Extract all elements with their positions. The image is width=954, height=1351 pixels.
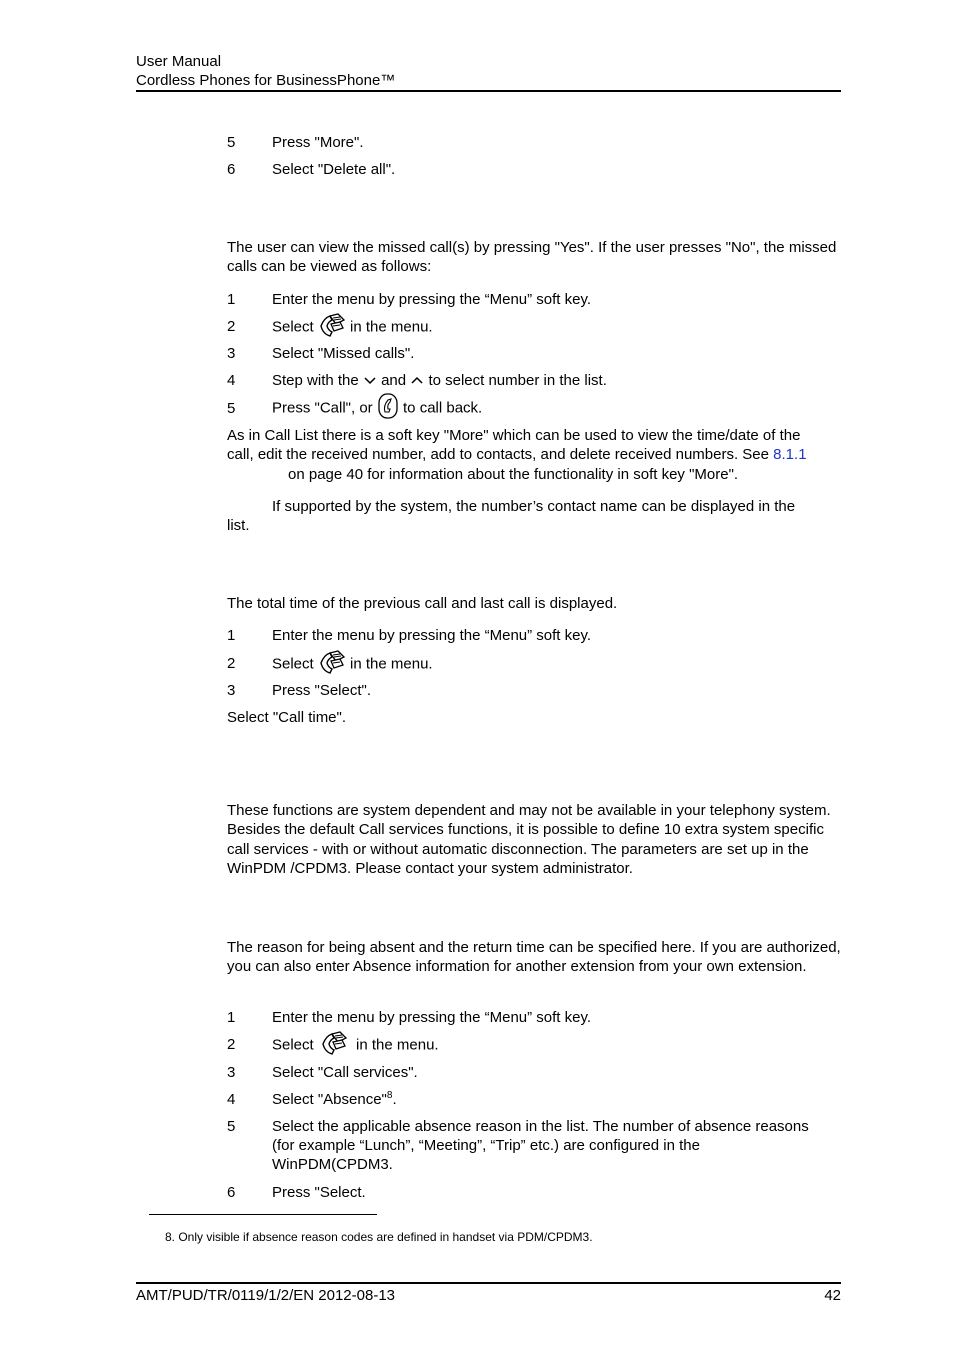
step-text: Press "Select".	[272, 682, 372, 699]
step-text-after: in the menu.	[350, 655, 433, 673]
step-text: Press "More".	[272, 134, 364, 151]
missed-para-line: As in Call List there is a soft key "More" which can be used to view the time/date of the	[227, 427, 801, 444]
step-number: 2	[227, 655, 236, 672]
calltime-intro: The total time of the previous call and last call is displayed.	[227, 595, 618, 612]
step-text	[272, 1090, 397, 1109]
step-text	[272, 649, 433, 680]
step-text-before: Select	[272, 1036, 314, 1054]
step-text-main: Select "Absence"	[272, 1091, 387, 1108]
step-text-before: Select	[272, 318, 314, 336]
call-key-icon	[377, 392, 399, 425]
step-number: 1	[227, 627, 236, 644]
step-text-before: Press "Call", or	[272, 399, 373, 417]
step-text: Select "Missed calls".	[272, 345, 415, 362]
missed-intro: The user can view the missed call(s) by pressing "Yes". If the user presses "No", the missed calls can be viewed as follows:	[227, 239, 837, 276]
footnote-rule	[149, 1214, 377, 1215]
services-para: These functions are system dependent and may not be available in your telephony system. Besides the default Call services functions, it is possible to define 10 extra system specific call services - with or without automatic disconnection. The parameters are set up in the WinPDM /CPDM3. Please contact your system administrator.	[227, 802, 831, 878]
call-list-icon	[318, 312, 346, 343]
step-text	[272, 312, 433, 343]
missed-para-line	[227, 445, 841, 464]
missed-para-line: on page 40 for information about the functionality in soft key "More".	[288, 465, 739, 483]
header-rule	[136, 90, 841, 92]
step-text-end: .	[392, 1091, 397, 1108]
step-number: 3	[227, 345, 236, 362]
step-number: 5	[227, 400, 236, 417]
step-number: 3	[227, 1064, 236, 1081]
section-link[interactable]: 8.1.1	[773, 446, 807, 464]
chevron-down-icon	[363, 372, 377, 391]
missed-para	[227, 426, 841, 484]
step-text: Enter the menu by pressing the “Menu” soft key.	[272, 291, 592, 308]
footnote-text: 8. Only visible if absence reason codes are defined in handset via PDM/CPDM3.	[165, 1230, 593, 1244]
step-number: 3	[227, 682, 236, 699]
step-text-after: to select number in the list.	[428, 372, 607, 389]
step-text: Select "Delete all".	[272, 161, 396, 178]
footnote-ref[interactable]: 8	[386, 1090, 393, 1101]
step-number: 1	[227, 1009, 236, 1026]
step-number: 6	[227, 161, 236, 178]
step-text-after: in the menu.	[356, 1036, 439, 1054]
footer-doc-id: AMT/PUD/TR/0119/1/2/EN 2012-08-13	[136, 1287, 396, 1304]
header-subtitle: Cordless Phones for BusinessPhone™	[136, 72, 396, 89]
chevron-up-icon	[410, 372, 424, 391]
calltime-trailing: Select "Call time".	[227, 709, 347, 726]
step-text: Enter the menu by pressing the “Menu” soft key.	[272, 627, 592, 644]
note-line1: If supported by the system, the number’s contact name can be displayed in the	[272, 498, 796, 515]
step-text: Select the applicable absence reason in the list. The number of absence reasons (for example “Lunch”, “Meeting”, “Trip” etc.) are configured in the WinPDM(CPDM3.	[272, 1118, 809, 1173]
header-title: User Manual	[136, 53, 222, 70]
step-text	[272, 1030, 439, 1061]
step-text	[272, 392, 482, 425]
step-text-before: Step with the	[272, 372, 359, 389]
step-text-after: to call back.	[403, 399, 483, 417]
step-text	[272, 371, 607, 391]
step-number: 4	[227, 1091, 236, 1108]
step-number: 1	[227, 291, 236, 308]
step-text-before: Select	[272, 655, 314, 673]
step-number: 5	[227, 1118, 236, 1135]
step-text: Enter the menu by pressing the “Menu” soft key.	[272, 1009, 592, 1026]
note-line2: list.	[227, 517, 250, 534]
step-number: 2	[227, 318, 236, 335]
absence-intro: The reason for being absent and the return time can be specified here. If you are authorized, you can also enter Absence information for another extension from your own extension.	[227, 939, 841, 976]
call-list-icon	[318, 649, 346, 680]
step-text-mid: and	[381, 372, 407, 389]
step-text-after: in the menu.	[350, 318, 433, 336]
step-number: 4	[227, 372, 236, 389]
footer-rule	[136, 1282, 841, 1284]
page-number: 42	[824, 1287, 841, 1304]
step-number: 5	[227, 134, 236, 151]
step-number: 6	[227, 1184, 236, 1201]
call-services-icon	[320, 1030, 348, 1061]
step-number: 2	[227, 1036, 236, 1053]
step-text: Press "Select.	[272, 1184, 366, 1201]
step-text: Select "Call services".	[272, 1064, 418, 1081]
missed-para-text: call, edit the received number, add to contacts, and delete received numbers. See	[227, 446, 774, 464]
